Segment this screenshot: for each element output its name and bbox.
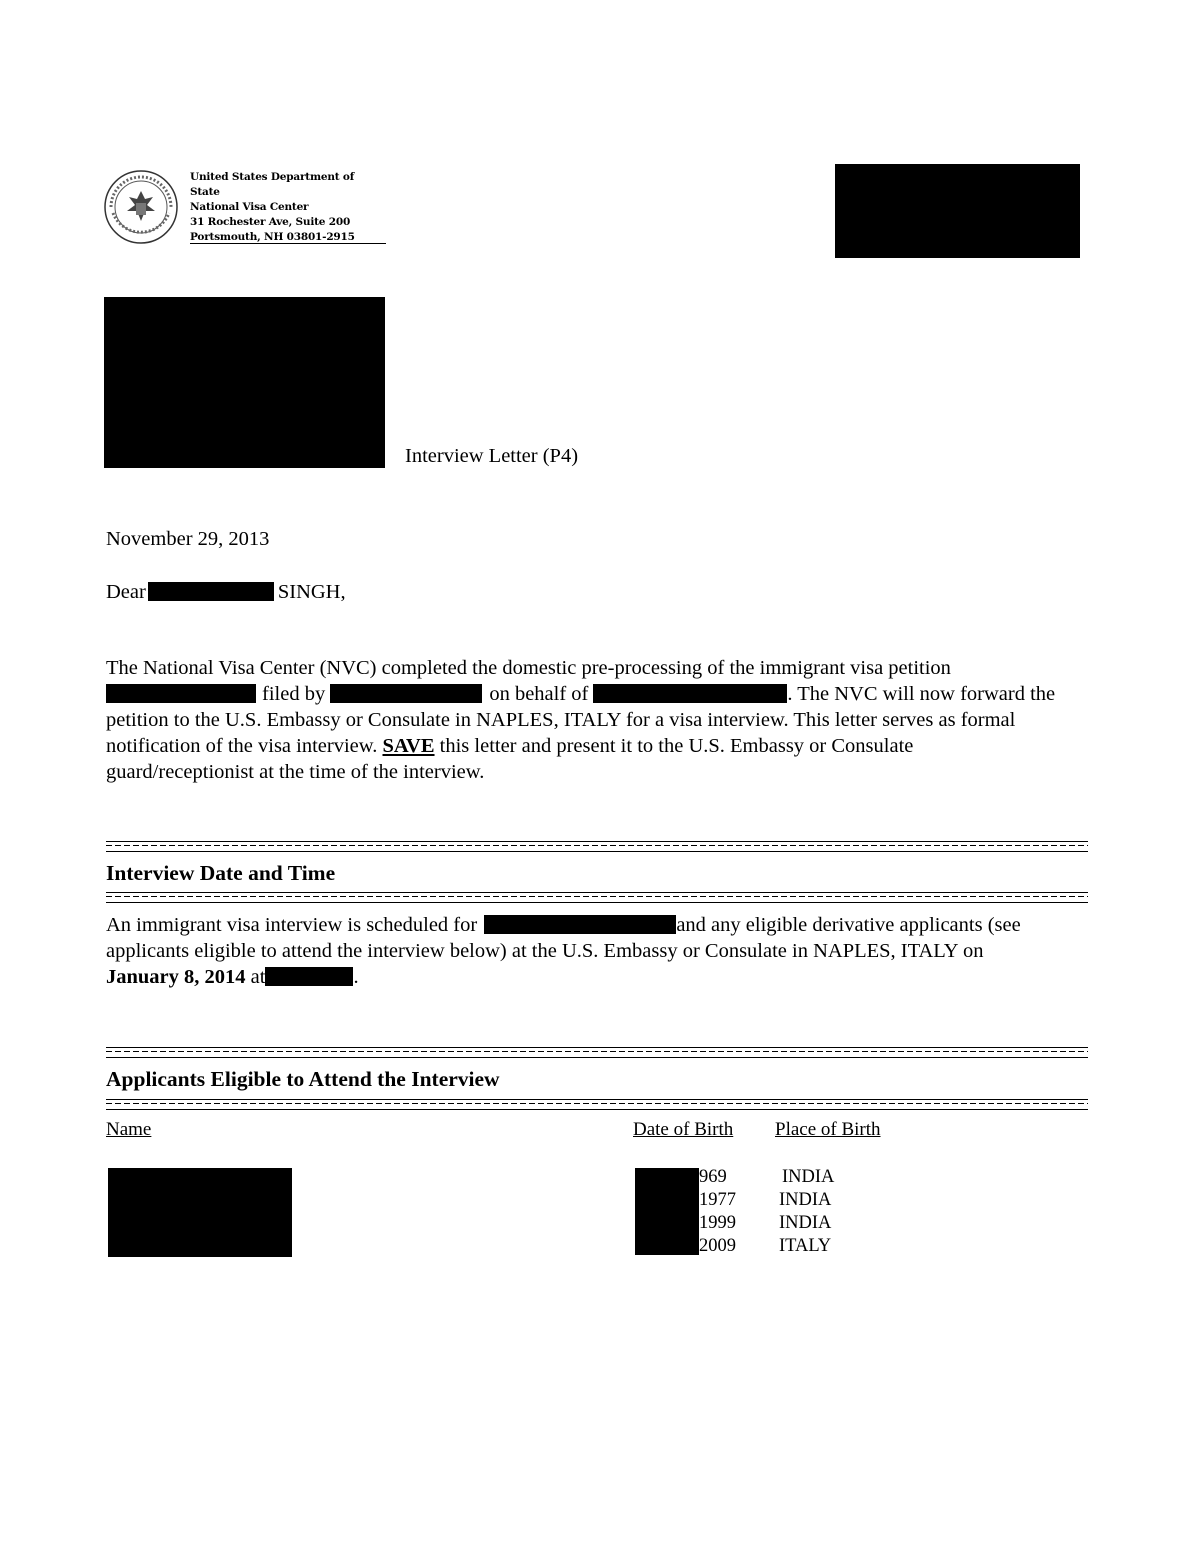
interview-derivatives: and any eligible derivative applicants (see bbox=[676, 914, 1021, 936]
redaction-petition-number bbox=[106, 684, 256, 703]
interview-heading: Interview Date and Time bbox=[106, 861, 336, 885]
letterhead-address bbox=[190, 170, 386, 245]
applicants-heading: Applicants Eligible to Attend the Interview bbox=[106, 1067, 500, 1091]
dob-value: 2009 bbox=[699, 1236, 736, 1256]
redaction-petitioner bbox=[330, 684, 482, 703]
redaction-first-name bbox=[148, 582, 274, 601]
pob-value: INDIA bbox=[782, 1167, 835, 1187]
letter-date: November 29, 2013 bbox=[106, 528, 270, 550]
pob-column bbox=[779, 1166, 834, 1258]
intro-on-behalf: on behalf of bbox=[489, 683, 589, 705]
letterhead-line-3: 31 Rochester Ave, Suite 200 bbox=[190, 216, 351, 228]
intro-line-1: The National Visa Center (NVC) completed the domestic pre-processing of the immigrant visa petition bbox=[106, 657, 951, 679]
dob-value: 969 bbox=[699, 1167, 727, 1187]
intro-paragraph bbox=[106, 655, 1096, 785]
redaction-interview-time bbox=[265, 967, 353, 986]
letter-title: Interview Letter (P4) bbox=[405, 445, 579, 467]
column-header-dob: Date of Birth bbox=[633, 1119, 734, 1140]
intro-filed-by: filed by bbox=[262, 683, 326, 705]
divider-rule bbox=[106, 841, 1088, 852]
pob-value: ITALY bbox=[779, 1236, 832, 1256]
save-emphasis: SAVE bbox=[382, 735, 435, 757]
interview-date: January 8, 2014 bbox=[106, 966, 246, 988]
redaction-applicant-names bbox=[108, 1168, 292, 1257]
intro-line-5: guard/receptionist at the time of the interview. bbox=[106, 761, 485, 783]
redaction-top-right bbox=[835, 164, 1080, 258]
salutation-prefix: Dear bbox=[106, 581, 146, 603]
pob-value: INDIA bbox=[779, 1213, 832, 1233]
interview-line-1 bbox=[106, 912, 1096, 938]
great-seal-icon bbox=[103, 169, 179, 245]
redaction-recipient-address bbox=[104, 297, 385, 468]
divider-rule bbox=[106, 1099, 1088, 1110]
interview-scheduled: An immigrant visa interview is scheduled for bbox=[106, 914, 478, 936]
redaction-applicant-name bbox=[484, 915, 676, 934]
intro-line-2 bbox=[106, 681, 1096, 707]
salutation bbox=[106, 579, 346, 605]
dob-value: 1999 bbox=[699, 1213, 736, 1233]
redaction-beneficiary bbox=[593, 684, 787, 703]
column-header-pob: Place of Birth bbox=[775, 1119, 881, 1140]
pob-value: INDIA bbox=[779, 1190, 832, 1210]
intro-line-4 bbox=[106, 733, 1096, 759]
interview-at: at bbox=[250, 966, 266, 988]
dob-value: 1977 bbox=[699, 1190, 736, 1210]
redaction-birth-dates bbox=[635, 1168, 699, 1255]
intro-present: this letter and present it to the U.S. Embassy or Consulate bbox=[439, 735, 914, 757]
letterhead-line-4: Portsmouth, NH 03801-2915 bbox=[190, 231, 355, 243]
intro-forward: . The NVC will now forward the bbox=[787, 683, 1056, 705]
interview-period: . bbox=[353, 966, 359, 988]
letterhead-rule bbox=[190, 243, 386, 244]
dob-column bbox=[699, 1166, 736, 1258]
divider-rule bbox=[106, 892, 1088, 903]
letterhead-line-1: United States Department of State bbox=[190, 171, 355, 198]
letterhead-line-2: National Visa Center bbox=[190, 201, 309, 213]
column-header-name: Name bbox=[106, 1119, 152, 1140]
salutation-suffix: SINGH, bbox=[277, 581, 346, 603]
intro-line-3: petition to the U.S. Embassy or Consulate in NAPLES, ITALY for a visa interview. This letter serves as formal bbox=[106, 709, 1016, 731]
interview-line-2: applicants eligible to attend the interview below) at the U.S. Embassy or Consulate in NAPLES, ITALY on bbox=[106, 940, 984, 962]
interview-paragraph bbox=[106, 912, 1096, 990]
divider-rule bbox=[106, 1047, 1088, 1058]
interview-line-3 bbox=[106, 964, 1096, 990]
intro-notification: notification of the visa interview. bbox=[106, 735, 378, 757]
